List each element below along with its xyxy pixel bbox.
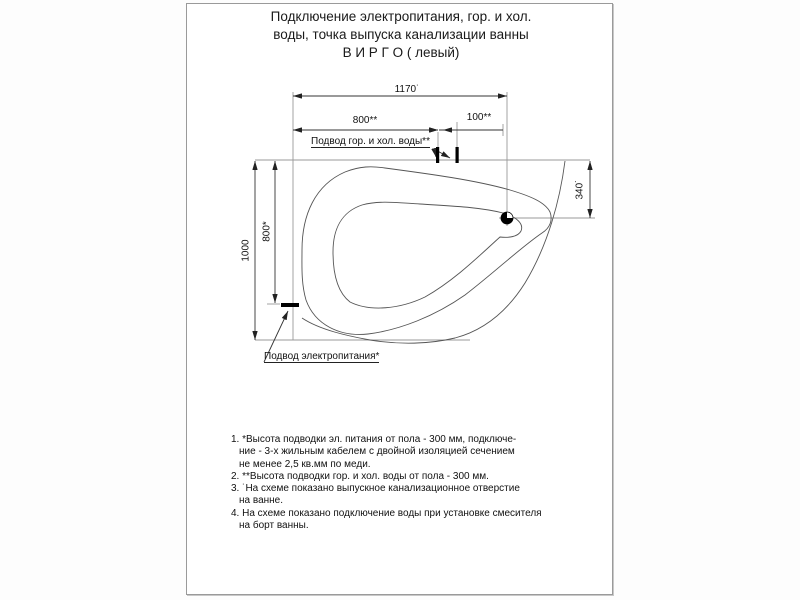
electric-supply-callout bbox=[264, 351, 379, 363]
dim-label-electric-offset: 800* bbox=[261, 221, 273, 242]
title-line-1: Подключение электропитания, гор. и хол. bbox=[270, 9, 532, 24]
notes-block bbox=[231, 434, 593, 532]
dim-label-water-offset: 800** bbox=[352, 115, 378, 126]
note-line: ние - 3-х жильным кабелем с двойной изоляцией сечением bbox=[239, 446, 515, 458]
dim-label-drain-offset: 340˙ bbox=[574, 179, 586, 200]
note-line: 4. На схеме показано подключение воды при установке смесителя bbox=[231, 507, 542, 519]
title-line-3: В И Р Г О ( левый) bbox=[342, 45, 460, 60]
dim-label-total-width: 1170˙ bbox=[394, 84, 420, 95]
electric-supply-callout-text: Подвод электропитания* bbox=[264, 351, 380, 362]
dim-label-water-spacing: 100** bbox=[466, 112, 492, 123]
title-line-2: воды, точка выпуска канализации ванны bbox=[273, 27, 529, 42]
water-supply-callout-text: Подвод гор. и хол. воды** bbox=[311, 136, 430, 147]
note-line: 2. **Высота подводки гор. и хол. воды от пола - 300 мм. bbox=[231, 470, 489, 482]
note-line: на ванне. bbox=[239, 495, 284, 507]
note-line: 3. ˙На схеме показано выпускное канализационное отверстие bbox=[231, 483, 520, 495]
water-supply-callout bbox=[311, 136, 430, 148]
dim-label-total-depth: 1000 bbox=[240, 239, 252, 262]
note-line: на борт ванны. bbox=[239, 520, 309, 532]
note-line: 1. *Высота подводки эл. питания от пола - 300 мм, подключе- bbox=[231, 434, 517, 445]
drawing-title bbox=[206, 8, 596, 62]
note-line: не менее 2,5 кв.мм по меди. bbox=[239, 458, 371, 470]
